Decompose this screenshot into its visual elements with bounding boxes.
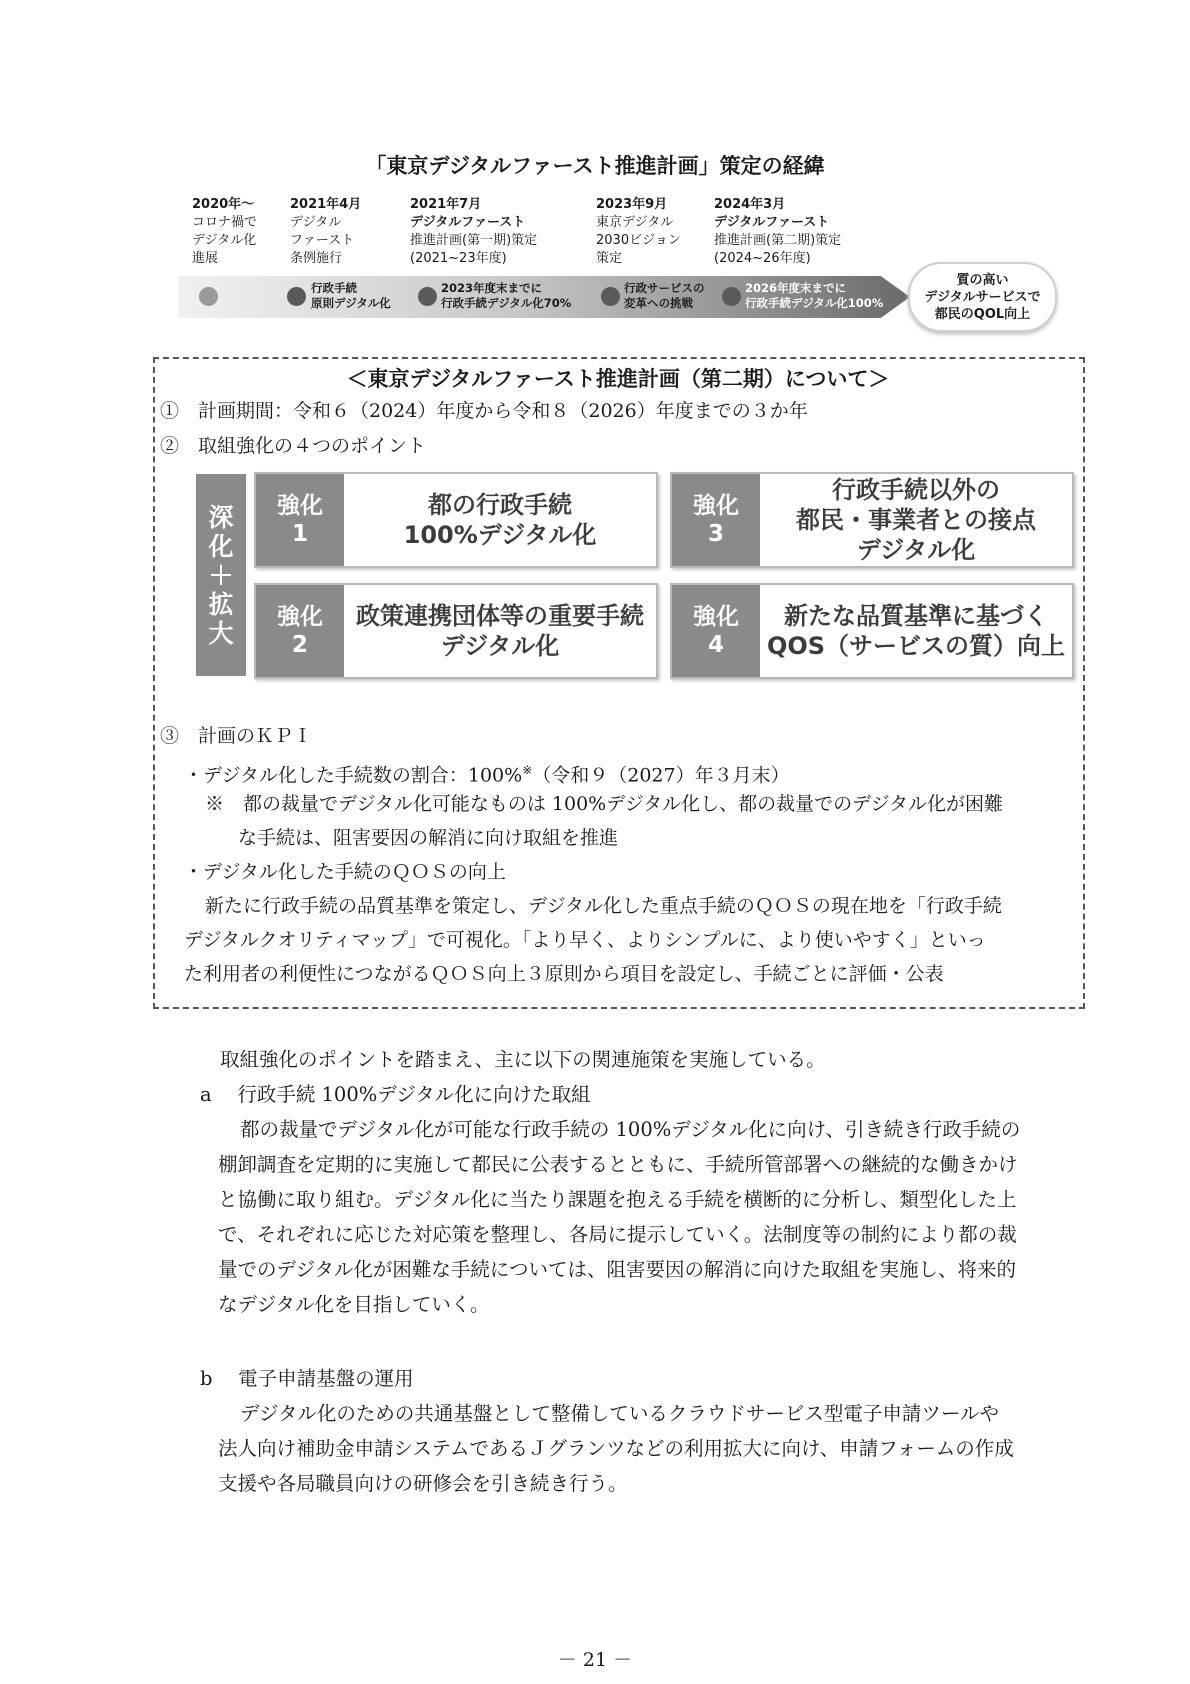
- point-text: 新たな品質基準に基づく QOS（サービスの質）向上: [766, 602, 1066, 660]
- kpi-body: た利用者の利便性につながるＱＯＳ向上３原則から項目を設定し、手続ごとに評価・公表: [184, 963, 944, 985]
- section-a-text: で、それぞれに応じた対応策を整理し、各局に提示していく。法制度等の制約により都の裁: [218, 1223, 1017, 1246]
- side-label-char: 大: [208, 618, 234, 648]
- timeline-milestone: [410, 196, 537, 268]
- section-a-text: 棚卸調査を定期的に実施して都民に公表するとともに、手続所管部署への継続的な働きかけ: [218, 1153, 1018, 1176]
- milestone-text: コロナ禍で: [192, 215, 258, 230]
- timeline-milestone: [714, 196, 841, 268]
- milestone-date: 2020年～: [192, 197, 255, 212]
- side-label-char: 化: [208, 531, 234, 561]
- section-b-text: デジタル化のための共通基盤として整備しているクラウドサービス型電子申請ツールや: [240, 1402, 999, 1425]
- point-tag: 強化 1: [256, 474, 344, 566]
- point-tag: 強化 4: [672, 585, 760, 677]
- plan-title: ＜東京デジタルファースト推進計画（第二期）について＞: [346, 367, 890, 391]
- side-label-char: 深: [208, 502, 234, 532]
- point-tag: 強化 2: [256, 585, 344, 677]
- point-text: 行政手続以外の 都民・事業者との接点 デジタル化: [796, 476, 1036, 564]
- page-number: － 21 －: [557, 1649, 633, 1671]
- goal-text: 都民のQOL向上: [934, 306, 1031, 322]
- milestone-date: 2023年9月: [596, 197, 668, 212]
- phase-text: 行政手続: [311, 281, 357, 295]
- section-a-text: 都の裁量でデジタル化が可能な行政手続の 100%デジタル化に向け、引き続き行政手続の: [240, 1118, 1021, 1141]
- timeline-dot: [722, 287, 741, 306]
- kpi-footnote-mark: ※: [522, 763, 533, 777]
- plan-points-heading: ② 取組強化の４つのポイント: [160, 435, 427, 457]
- timeline-dot: [287, 287, 306, 306]
- side-label-char: ＋: [208, 560, 234, 590]
- kpi-item: ・デジタル化した手続のＱＯＳの向上: [184, 861, 506, 883]
- plan-period: ① 計画期間：令和６（2024）年度から令和８（2026）年度までの３か年: [160, 400, 808, 422]
- milestone-text: (2021~23年度): [410, 251, 507, 266]
- goal-text: 質の高い: [956, 272, 1009, 288]
- phase-text: 2023年度末までに: [441, 281, 543, 295]
- timeline-phase-label: [441, 281, 571, 311]
- milestone-text: (2024~26年度): [714, 251, 811, 266]
- section-a-heading: a 行政手続 100%デジタル化に向けた取組: [200, 1083, 591, 1106]
- milestone-text: 東京デジタル: [596, 215, 674, 230]
- point-card: [254, 472, 658, 568]
- section-a-text: 量でのデジタル化が困難な手続については、阻害要因の解消に向けた取組を実施し、将来的: [218, 1258, 1016, 1281]
- point-text: 政策連携団体等の重要手続 デジタル化: [356, 602, 644, 660]
- milestone-text: 推進計画(第一期)策定: [410, 233, 538, 248]
- section-a-text: なデジタル化を目指していく。: [218, 1293, 490, 1316]
- timeline-dot: [601, 287, 620, 306]
- timeline-phase-label: [624, 281, 705, 311]
- milestone-date: 2021年4月: [290, 197, 362, 212]
- phase-text: 行政手続デジタル化70%: [441, 296, 572, 310]
- body-intro: 取組強化のポイントを踏まえ、主に以下の関連施策を実施している。: [220, 1048, 826, 1071]
- section-a-text: と協働に取り組む。デジタル化に当たり課題を抱える手続を横断的に分析し、類型化した上: [218, 1188, 1017, 1211]
- timeline-phase-label: [311, 281, 391, 311]
- milestone-text: 進展: [192, 251, 219, 266]
- kpi-heading: ③ 計画のＫＰＩ: [160, 725, 313, 747]
- timeline-milestone: [290, 196, 361, 268]
- timeline-goal: [908, 262, 1057, 332]
- deepen-expand-label: [196, 474, 246, 676]
- point-card: [670, 472, 1074, 568]
- goal-text: デジタルサービスで: [924, 289, 1041, 305]
- phase-text: 行政サービスの: [624, 281, 705, 295]
- milestone-date: 2021年7月: [410, 197, 482, 212]
- kpi-item: [184, 757, 790, 788]
- milestone-text: ファースト: [290, 233, 355, 248]
- point-card: [670, 583, 1074, 679]
- timeline-title: 「東京デジタルファースト推進計画」策定の経緯: [365, 154, 825, 178]
- timeline-milestone: [596, 196, 681, 268]
- milestone-text: 策定: [596, 251, 623, 266]
- timeline-dot: [418, 287, 437, 306]
- section-b-text: 法人向け補助金申請システムであるＪグランツなどの利用拡大に向け、申請フォームの作成: [218, 1437, 1014, 1460]
- phase-text: 行政手続デジタル化100%: [745, 296, 884, 310]
- side-label-char: 拡: [208, 589, 234, 619]
- milestone-text: デジタルファースト: [714, 215, 830, 230]
- milestone-date: 2024年3月: [714, 197, 786, 212]
- milestone-text: デジタルファースト: [410, 215, 526, 230]
- milestone-text: 条例施行: [290, 251, 343, 266]
- timeline-dot: [199, 287, 218, 306]
- milestone-text: 2030ビジョン: [596, 233, 681, 248]
- kpi-body: 新たに行政手続の品質基準を策定し、デジタル化した重点手続のＱＯＳの現在地を「行政手続: [205, 895, 1002, 917]
- milestone-text: デジタル化: [192, 233, 257, 248]
- timeline-milestone: [192, 196, 257, 268]
- section-b-text: 支援や各局職員向けの研修会を引き続き行う。: [218, 1472, 628, 1495]
- kpi-text: （令和９（2027）年３月末）: [532, 764, 790, 787]
- kpi-note: な手続は、阻害要因の解消に向け取組を推進: [238, 827, 619, 849]
- point-tag: 強化 3: [672, 474, 760, 566]
- point-card: [254, 583, 658, 679]
- kpi-note: ※ 都の裁量でデジタル化可能なものは 100%デジタル化し、都の裁量でのデジタル化が困難: [205, 793, 1003, 815]
- phase-text: 変革への挑戦: [624, 296, 693, 310]
- milestone-text: デジタル: [290, 215, 342, 230]
- milestone-text: 推進計画(第二期)策定: [714, 233, 842, 248]
- point-text: 都の行政手続 100%デジタル化: [403, 491, 597, 549]
- kpi-text: ・デジタル化した手続数の割合：100%: [184, 764, 523, 787]
- section-b-heading: b 電子申請基盤の運用: [200, 1367, 414, 1390]
- phase-text: 原則デジタル化: [311, 296, 391, 310]
- timeline-phase-label: [745, 281, 883, 311]
- kpi-body: デジタルクオリティマップ」で可視化。「より早く、よりシンプルに、より使いやすく」といっ: [184, 929, 986, 951]
- phase-text: 2026年度末までに: [745, 281, 847, 295]
